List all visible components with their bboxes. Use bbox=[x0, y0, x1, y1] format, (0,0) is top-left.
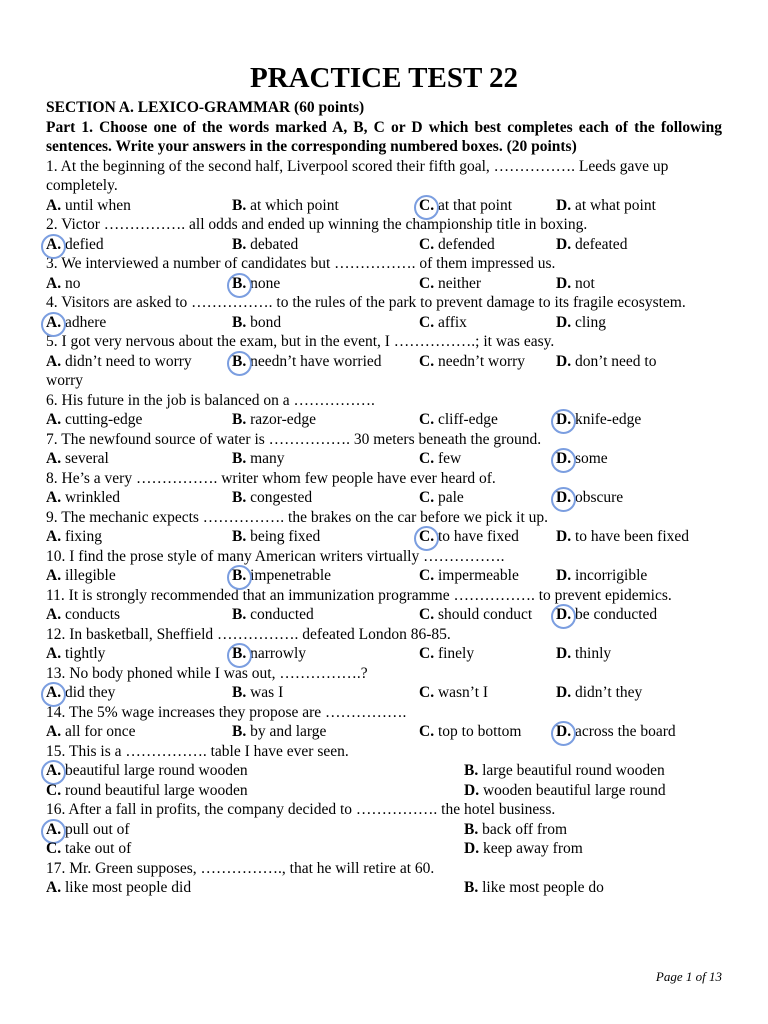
answer-option bbox=[46, 566, 116, 586]
options-row bbox=[46, 235, 722, 255]
answer-option bbox=[46, 235, 104, 255]
option-text: none bbox=[246, 274, 281, 292]
option-text: conducted bbox=[246, 606, 314, 623]
option-text: across the board bbox=[571, 723, 676, 740]
answer-option bbox=[556, 605, 657, 625]
option-text: cliff-edge bbox=[434, 411, 498, 428]
option-text: knife-edge bbox=[571, 411, 642, 428]
option-letter: B. bbox=[232, 684, 247, 701]
answer-option bbox=[232, 410, 316, 430]
question-text: 12. In basketball, Sheffield ……………. defeated London 86-85. bbox=[46, 625, 451, 643]
circled-option-letter: A. bbox=[46, 235, 62, 253]
option-text: being fixed bbox=[246, 528, 321, 545]
options-row bbox=[46, 488, 722, 508]
answer-option bbox=[556, 196, 656, 216]
option-letter: A. bbox=[46, 723, 62, 740]
option-text: beautiful large round wooden bbox=[61, 762, 248, 779]
option-letter: B. bbox=[464, 879, 479, 896]
options-row bbox=[46, 527, 722, 547]
answer-option bbox=[419, 313, 467, 333]
circled-option-letter: A. bbox=[46, 684, 62, 701]
options-row bbox=[46, 683, 722, 703]
answer-option bbox=[556, 274, 595, 294]
option-text: large beautiful round wooden bbox=[478, 762, 665, 779]
option-text: pale bbox=[434, 489, 464, 506]
options-row bbox=[46, 644, 722, 664]
circled-option-letter: D. bbox=[556, 411, 572, 428]
option-text: cutting-edge bbox=[61, 411, 143, 428]
options-row bbox=[46, 274, 722, 294]
answer-option bbox=[46, 449, 109, 469]
answer-option bbox=[556, 644, 611, 664]
option-letter: D. bbox=[464, 781, 480, 799]
option-letter: C. bbox=[46, 840, 62, 857]
options-row bbox=[46, 313, 722, 333]
answer-option bbox=[46, 605, 120, 625]
answer-option bbox=[232, 605, 314, 625]
answer-option bbox=[232, 196, 339, 216]
option-letter: C. bbox=[419, 684, 435, 701]
option-letter: B. bbox=[232, 723, 247, 740]
option-letter: C. bbox=[419, 645, 435, 662]
answer-option bbox=[46, 722, 136, 742]
options-row bbox=[46, 410, 722, 430]
option-text: top to bottom bbox=[434, 723, 522, 740]
option-letter: A. bbox=[46, 450, 62, 467]
option-letter: C. bbox=[419, 411, 435, 428]
question-text: 3. We interviewed a number of candidates but ……………. of them impressed us. bbox=[46, 255, 556, 272]
question-text: 4. Visitors are asked to ……………. to the rules of the park to prevent damage to its fragile ecosystem. bbox=[46, 294, 686, 311]
answer-option bbox=[419, 235, 495, 255]
option-letter: B. bbox=[232, 606, 247, 623]
option-text: debated bbox=[246, 235, 299, 253]
option-text: needn’t worry bbox=[434, 352, 526, 370]
answer-option bbox=[419, 644, 474, 664]
option-letter: D. bbox=[556, 684, 572, 701]
answer-option bbox=[556, 488, 623, 508]
option-text: impermeable bbox=[434, 567, 519, 584]
answer-option bbox=[556, 527, 689, 547]
answer-option bbox=[46, 878, 191, 898]
option-text: impenetrable bbox=[246, 567, 331, 584]
circled-option-letter: D. bbox=[556, 723, 572, 740]
question-text: 15. This is a ……………. table I have ever seen. bbox=[46, 742, 349, 760]
option-text: back off from bbox=[478, 820, 568, 838]
option-letter: D. bbox=[556, 352, 572, 370]
answer-option bbox=[232, 313, 281, 333]
answer-option bbox=[46, 274, 80, 294]
option-text: take out of bbox=[61, 840, 132, 857]
option-letter: C. bbox=[419, 450, 435, 467]
question-text: 5. I got very nervous about the exam, but in the event, I …………….; it was easy. bbox=[46, 333, 555, 350]
circled-option-letter: C. bbox=[419, 528, 435, 545]
option-text: don’t need to bbox=[571, 352, 657, 370]
answer-option bbox=[232, 566, 331, 586]
circled-option-letter: A. bbox=[46, 313, 62, 331]
question-text: 11. It is strongly recommended that an immunization programme ……………. to prevent epidemics. bbox=[46, 586, 672, 604]
option-text: no bbox=[61, 274, 81, 292]
option-letter: B. bbox=[232, 450, 247, 467]
answer-option bbox=[46, 761, 248, 781]
question-list bbox=[46, 157, 722, 898]
option-text: conducts bbox=[61, 606, 121, 623]
option-letter: C. bbox=[419, 723, 435, 740]
option-text: until when bbox=[61, 196, 131, 214]
option-letter: D. bbox=[556, 567, 572, 584]
page-number: Page 1 of 13 bbox=[655, 969, 722, 984]
answer-option bbox=[232, 644, 306, 664]
option-letter: C. bbox=[419, 489, 435, 506]
option-text: several bbox=[61, 450, 109, 467]
option-letter: C. bbox=[419, 313, 435, 331]
option-letter: D. bbox=[556, 645, 572, 662]
option-letter: A. bbox=[46, 489, 62, 506]
answer-option bbox=[232, 527, 320, 547]
option-letter: A. bbox=[46, 645, 62, 662]
option-text: round beautiful large wooden bbox=[61, 781, 248, 799]
option-text: at that point bbox=[434, 196, 512, 214]
option-letter: A. bbox=[46, 352, 62, 370]
option-letter: A. bbox=[46, 196, 62, 214]
option-text: at what point bbox=[571, 196, 656, 214]
answer-option bbox=[556, 683, 642, 703]
circled-option-letter: B. bbox=[232, 567, 247, 584]
question-text: 10. I find the prose style of many American writers virtually ……………. bbox=[46, 547, 505, 565]
options-row bbox=[46, 761, 722, 781]
option-text: razor-edge bbox=[246, 411, 317, 428]
answer-option bbox=[419, 410, 498, 430]
answer-option bbox=[232, 449, 285, 469]
option-letter: D. bbox=[464, 840, 480, 857]
option-letter: B. bbox=[464, 820, 479, 838]
option-letter: C. bbox=[419, 567, 435, 584]
answer-option bbox=[419, 352, 525, 372]
answer-option bbox=[464, 781, 666, 801]
answer-option bbox=[556, 722, 676, 742]
options-row bbox=[46, 566, 722, 586]
options-row bbox=[46, 722, 722, 742]
options-row bbox=[46, 839, 722, 859]
answer-option bbox=[556, 352, 656, 372]
answer-option bbox=[46, 410, 142, 430]
answer-option bbox=[464, 820, 567, 840]
answer-option bbox=[556, 410, 641, 430]
option-letter: B. bbox=[232, 235, 247, 253]
question-text: 13. No body phoned while I was out, …………….? bbox=[46, 664, 368, 682]
option-continuation: worry bbox=[46, 372, 84, 389]
option-text: like most people do bbox=[478, 879, 604, 896]
option-text: did they bbox=[61, 684, 116, 701]
option-text: adhere bbox=[61, 313, 107, 331]
answer-option bbox=[419, 683, 488, 703]
answer-option bbox=[419, 488, 464, 508]
answer-option bbox=[232, 722, 326, 742]
option-letter: A. bbox=[46, 528, 62, 545]
answer-option bbox=[419, 527, 519, 547]
options-row bbox=[46, 449, 722, 469]
options-row bbox=[46, 781, 722, 801]
options-row bbox=[46, 196, 722, 216]
options-row bbox=[46, 352, 722, 372]
option-letter: C. bbox=[419, 352, 435, 370]
option-letter: A. bbox=[46, 879, 62, 896]
answer-option bbox=[46, 196, 131, 216]
option-letter: D. bbox=[556, 313, 572, 331]
option-letter: A. bbox=[46, 606, 62, 623]
section-heading: SECTION A. LEXICO-GRAMMAR (60 points) bbox=[46, 99, 365, 116]
answer-option bbox=[232, 235, 298, 255]
option-text: wasn’t I bbox=[434, 684, 489, 701]
option-text: bond bbox=[246, 313, 282, 331]
part-instructions: Part 1. Choose one of the words marked A, B, C or D which best completes each of the following sentences. Write your answers in the corresponding numbered boxes. (20 points) bbox=[46, 118, 722, 155]
option-text: defied bbox=[61, 235, 104, 253]
answer-option bbox=[232, 488, 312, 508]
option-text: cling bbox=[571, 313, 606, 331]
option-text: illegible bbox=[61, 567, 116, 584]
option-text: obscure bbox=[571, 489, 624, 506]
answer-option bbox=[46, 781, 248, 801]
option-text: affix bbox=[434, 313, 467, 331]
option-letter: C. bbox=[419, 606, 435, 623]
answer-option bbox=[464, 761, 665, 781]
answer-option bbox=[464, 839, 583, 859]
circled-option-letter: C. bbox=[419, 196, 435, 214]
option-letter: A. bbox=[46, 274, 62, 292]
option-text: wrinkled bbox=[61, 489, 121, 506]
option-letter: D. bbox=[556, 274, 572, 292]
option-letter: B. bbox=[232, 411, 247, 428]
option-text: thinly bbox=[571, 645, 612, 662]
option-text: defended bbox=[434, 235, 495, 253]
option-letter: B. bbox=[232, 528, 247, 545]
question-text: 17. Mr. Green supposes, ……………., that he will retire at 60. bbox=[46, 859, 435, 877]
circled-option-letter: A. bbox=[46, 820, 62, 838]
option-letter: B. bbox=[464, 762, 479, 779]
circled-option-letter: B. bbox=[232, 274, 247, 292]
option-letter: A. bbox=[46, 567, 62, 584]
option-text: tightly bbox=[61, 645, 106, 662]
circled-option-letter: D. bbox=[556, 606, 572, 623]
answer-option bbox=[232, 352, 382, 372]
option-text: like most people did bbox=[61, 879, 192, 896]
option-text: to have fixed bbox=[434, 528, 519, 545]
option-letter: C. bbox=[419, 274, 435, 292]
option-text: defeated bbox=[571, 235, 628, 253]
option-text: finely bbox=[434, 645, 475, 662]
option-letter: C. bbox=[46, 781, 62, 799]
answer-option bbox=[464, 878, 604, 898]
answer-option bbox=[46, 820, 130, 840]
option-text: narrowly bbox=[246, 645, 307, 662]
answer-option bbox=[232, 274, 280, 294]
option-text: some bbox=[571, 450, 608, 467]
option-text: at which point bbox=[246, 196, 339, 214]
question-text: 7. The newfound source of water is ……………. 30 meters beneath the ground. bbox=[46, 430, 542, 448]
question-text: 16. After a fall in profits, the company decided to ……………. the hotel business. bbox=[46, 801, 556, 818]
question-text: 14. The 5% wage increases they propose are ……………. bbox=[46, 703, 407, 721]
option-text: incorrigible bbox=[571, 567, 648, 584]
option-text: to have been fixed bbox=[571, 528, 690, 545]
option-text: fixing bbox=[61, 528, 102, 545]
option-text: didn’t they bbox=[571, 684, 643, 701]
answer-option bbox=[419, 449, 461, 469]
option-text: all for once bbox=[61, 723, 136, 740]
option-letter: D. bbox=[556, 528, 572, 545]
answer-option bbox=[556, 566, 647, 586]
circled-option-letter: B. bbox=[232, 352, 247, 370]
option-text: not bbox=[571, 274, 595, 292]
options-row bbox=[46, 820, 722, 840]
option-text: few bbox=[434, 450, 462, 467]
circled-option-letter: B. bbox=[232, 645, 247, 662]
option-text: keep away from bbox=[479, 840, 583, 857]
option-letter: D. bbox=[556, 235, 572, 253]
question-text: 8. He’s a very ……………. writer whom few people have ever heard of. bbox=[46, 469, 496, 487]
document-page bbox=[46, 60, 722, 898]
option-text: by and large bbox=[246, 723, 327, 740]
answer-option bbox=[556, 313, 606, 333]
option-text: pull out of bbox=[61, 820, 130, 838]
question-text: 1. At the beginning of the second half, Liverpool scored their fifth goal, ……………. Leeds gave up completely. bbox=[46, 157, 669, 194]
answer-option bbox=[46, 488, 120, 508]
option-letter: B. bbox=[232, 196, 247, 214]
option-text: many bbox=[246, 450, 285, 467]
option-letter: B. bbox=[232, 313, 247, 331]
circled-option-letter: D. bbox=[556, 489, 572, 506]
option-letter: B. bbox=[232, 489, 247, 506]
option-text: should conduct bbox=[434, 606, 533, 623]
circled-option-letter: D. bbox=[556, 450, 572, 467]
answer-option bbox=[556, 449, 608, 469]
options-row bbox=[46, 605, 722, 625]
option-text: neither bbox=[434, 274, 481, 292]
question-text: 9. The mechanic expects ……………. the brakes on the car before we pick it up. bbox=[46, 508, 549, 526]
circled-option-letter: A. bbox=[46, 762, 62, 779]
option-letter: C. bbox=[419, 235, 435, 253]
option-text: needn’t have worried bbox=[246, 352, 382, 370]
answer-option bbox=[419, 722, 522, 742]
answer-option bbox=[46, 527, 102, 547]
answer-option bbox=[46, 839, 131, 859]
answer-option bbox=[419, 566, 519, 586]
answer-option bbox=[46, 644, 105, 664]
answer-option bbox=[419, 274, 481, 294]
options-row bbox=[46, 878, 722, 898]
option-text: be conducted bbox=[571, 606, 658, 623]
page-title: PRACTICE TEST 22 bbox=[249, 62, 519, 94]
option-text: was I bbox=[246, 684, 284, 701]
option-letter: A. bbox=[46, 411, 62, 428]
option-text: didn’t need to worry bbox=[61, 352, 192, 370]
answer-option bbox=[46, 683, 115, 703]
answer-option bbox=[232, 683, 283, 703]
answer-option bbox=[46, 313, 106, 333]
option-text: congested bbox=[246, 489, 313, 506]
answer-option bbox=[419, 196, 512, 216]
question-text: 2. Victor ……………. all odds and ended up winning the championship title in boxing. bbox=[46, 216, 588, 233]
option-text: wooden beautiful large round bbox=[479, 781, 666, 799]
question-text: 6. His future in the job is balanced on a ……………. bbox=[46, 391, 375, 409]
answer-option bbox=[419, 605, 532, 625]
option-letter: D. bbox=[556, 196, 572, 214]
answer-option bbox=[46, 352, 192, 372]
answer-option bbox=[556, 235, 627, 255]
